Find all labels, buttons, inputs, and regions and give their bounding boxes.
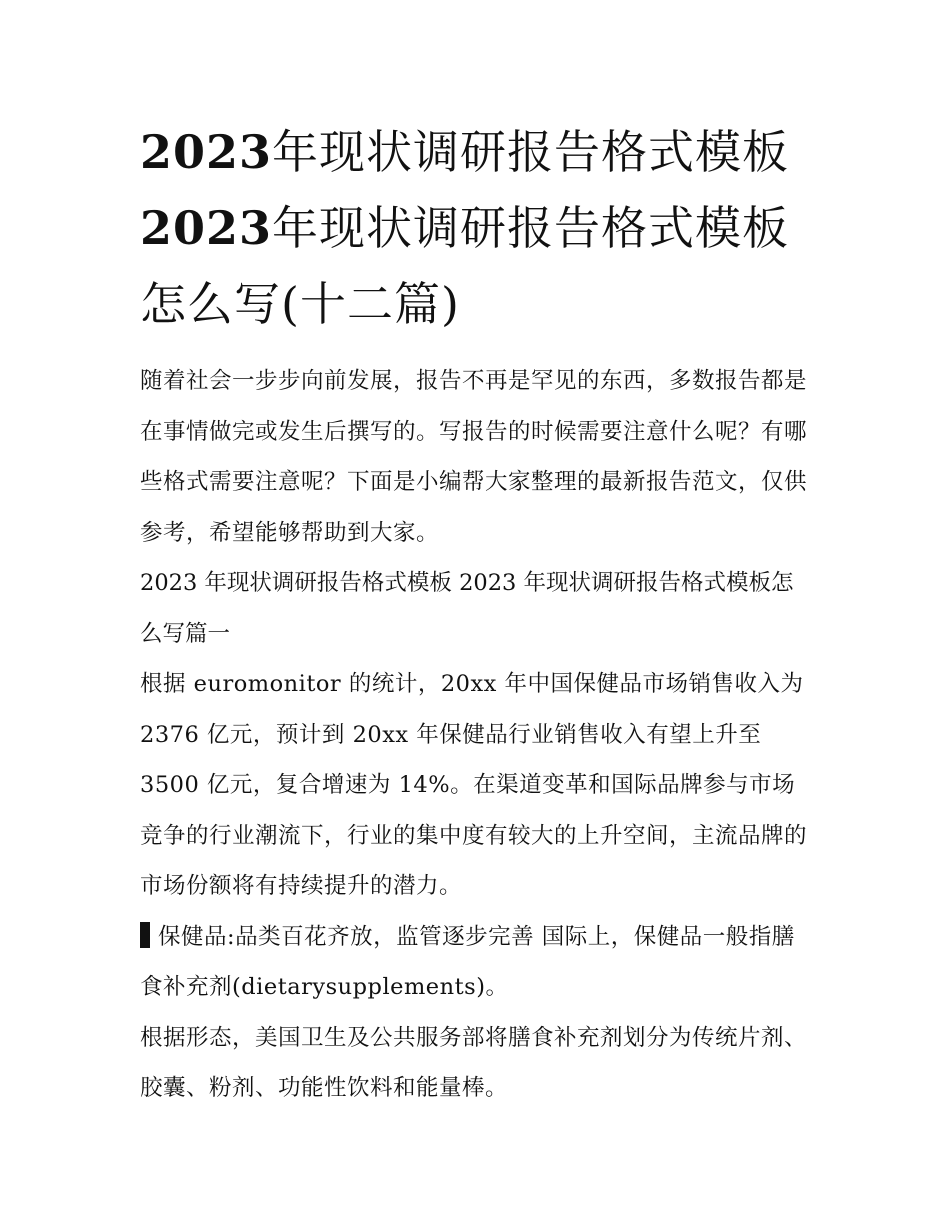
title-line-3: 怎么写(十二篇) [140,277,460,331]
bullet-bar-icon [140,922,150,948]
title-text: 年现状调研报告格式模板 [272,201,790,255]
document-page [140,114,812,1114]
title-year: 2023 [140,201,273,255]
body-paragraph-2 [140,912,812,1013]
title-text: 年现状调研报告格式模板 [272,125,790,179]
title-line-2 [140,190,812,266]
title-year: 2023 [140,125,273,179]
section-heading: 2023 年现状调研报告格式模板 2023 年现状调研报告格式模板怎么写篇一 [140,570,794,647]
body-paragraph-2-text: 保健品:品类百花齐放，监管逐步完善 国际上，保健品一般指膳食补充剂(dietarysupplements)。 [140,923,795,1000]
body-paragraph-1: 根据 euromonitor 的统计，20xx 年中国保健品市场销售收入为 2376 亿元，预计到 20xx 年保健品行业销售收入有望上升至 3500 亿元，复合增速为 14%。在渠道变革和国际品牌参与市场竞争的行业潮流下，行业的集中度有较大的上升空间，主流品牌的市场份额将有持续提升的潜力。 [140,671,808,899]
intro-paragraph: 随着社会一步步向前发展，报告不再是罕见的东西，多数报告都是在事情做完或发生后撰写的。写报告的时候需要注意什么呢？有哪些格式需要注意呢？下面是小编帮大家整理的最新报告范文，仅供参考，希望能够帮助到大家。 [140,368,808,546]
body-paragraph-3: 根据形态，美国卫生及公共服务部将膳食补充剂划分为传统片剂、胶囊、粉剂、功能性饮料和能量棒。 [140,1024,808,1101]
title-line-1 [140,114,812,190]
document-title [140,114,812,342]
